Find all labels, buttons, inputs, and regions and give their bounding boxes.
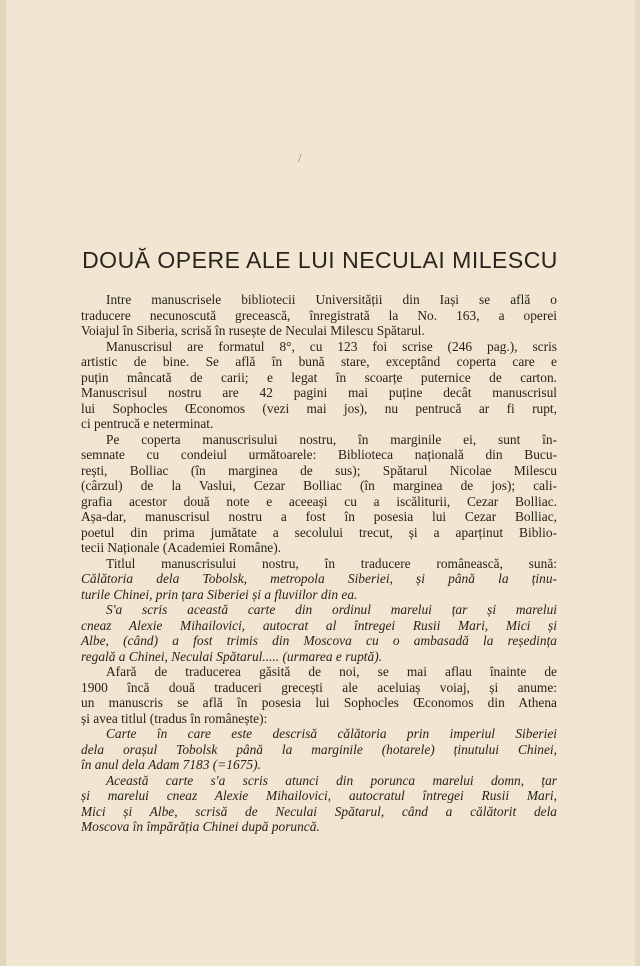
paragraph xyxy=(81,664,557,726)
paragraph xyxy=(81,432,557,556)
text-line: (cârzul) de la Vaslui, Cezar Bolliac (în marginea de jos); cali- xyxy=(81,478,557,493)
text-line: cneaz Alexie Mihailovici, autocrat al întregei Rusii Mari, Mici și xyxy=(81,617,557,633)
text-line: Carte în care este descrisă călătoria prin imperiul Siberiei xyxy=(106,726,557,741)
text-line: și marelui cneaz Alexie Mihailovici, autocratul întregei Rusii Mari, xyxy=(81,788,557,803)
text-line: Voiajul în Siberia, scrisă în rusește de Neculai Milescu Spătarul. xyxy=(81,323,425,338)
paragraph xyxy=(81,726,557,773)
paragraph xyxy=(81,773,557,835)
text-line: dela orașul Tobolsk până la marginile (hotarele) ținutului Chinei, xyxy=(81,741,557,757)
text-line: Titlul manuscrisului nostru, în traducere românească, sună: xyxy=(106,555,557,571)
paragraph xyxy=(81,339,557,432)
paragraph xyxy=(81,292,557,339)
text-line: Albe, (când) a fost trimis din Moscova cu o ambasadă la reședința xyxy=(81,633,557,648)
text-line: turile Chinei, prin țara Siberiei și a fluviilor din ea. xyxy=(81,586,358,602)
text-line: Pe coperta manuscrisului nostru, în marginile ei, sunt în- xyxy=(106,431,557,447)
article-body xyxy=(81,292,557,835)
paragraph xyxy=(81,556,557,603)
text-line: Mici și Albe, scrisă de Neculai Spătarul, când a călătorit dela xyxy=(81,803,557,819)
text-line: poetul din prima jumătate a secolului trecut, și a aparținut Biblio- xyxy=(81,524,557,540)
page-edge-left xyxy=(0,0,6,966)
text-line: artistic de bine. Se află în bună stare, exceptând coperta care e xyxy=(81,354,557,369)
text-line: lui Sophocles Œconomos (vezi mai jos), nu pentrucă ar fi rupt, xyxy=(81,400,557,416)
text-line: traducere necunoscută grecească, înregistrată la No. 163, a operei xyxy=(81,307,557,323)
text-line: Moscova în împărăția Chinei după poruncă. xyxy=(81,819,320,834)
text-line: în anul dela Adam 7183 (=1675). xyxy=(81,757,261,772)
text-line: grafia acestor două note e aceeași cu a iscăliturii, Cezar Bolliac. xyxy=(81,493,557,509)
text-line: semnate cu condeiul următoarele: Biblioteca națională din Bucu- xyxy=(81,447,557,462)
margin-mark: / xyxy=(298,150,302,165)
text-line: ci pentrucă e neterminat. xyxy=(81,416,214,431)
text-line: tecii Naționale (Academiei Române). xyxy=(81,540,282,555)
text-line: S'a scris această carte din ordinul marelui țar și marelui xyxy=(106,602,557,617)
text-line: Călătoria dela Tobolsk, metropola Siberiei, și până la ținu- xyxy=(81,571,557,586)
text-line: Manuscrisul nostru are 42 pagini mai puține decât manuscrisul xyxy=(81,385,557,400)
text-line: Această carte s'a scris atunci din porunca marelui domn, țar xyxy=(106,772,557,788)
text-line: puțin mâncată de carii; e legat în scoarțe puternice de carton. xyxy=(81,369,557,385)
text-line: Intre manuscrisele bibliotecii Universității din Iași se află o xyxy=(106,292,557,307)
text-line: regală a Chinei, Neculai Spătarul..... (urmarea e ruptă). xyxy=(81,648,383,664)
text-line: un manuscris se află în posesia lui Sophocles Œconomos din Athena xyxy=(81,695,557,710)
paragraph xyxy=(81,602,557,664)
text-line: 1900 încă două traduceri grecești ale aceluiaș voiaj, și anume: xyxy=(81,679,557,695)
text-line: rești, Bolliac (în marginea de sus); Spătarul Nicolae Milescu xyxy=(81,462,557,478)
text-line: Așa-dar, manuscrisul nostru a fost în posesia lui Cezar Bolliac, xyxy=(81,509,557,524)
page-edge-right xyxy=(635,0,640,966)
page-title: DOUĂ OPERE ALE LUI NECULAI MILESCU xyxy=(82,247,558,273)
text-line: și avea titlul (tradus în românește): xyxy=(81,710,268,726)
text-line: Afară de traducerea găsită de noi, se mai aflau înainte de xyxy=(106,664,557,679)
text-line: Manuscrisul are formatul 8°, cu 123 foi scrise (246 pag.), scris xyxy=(106,338,557,354)
